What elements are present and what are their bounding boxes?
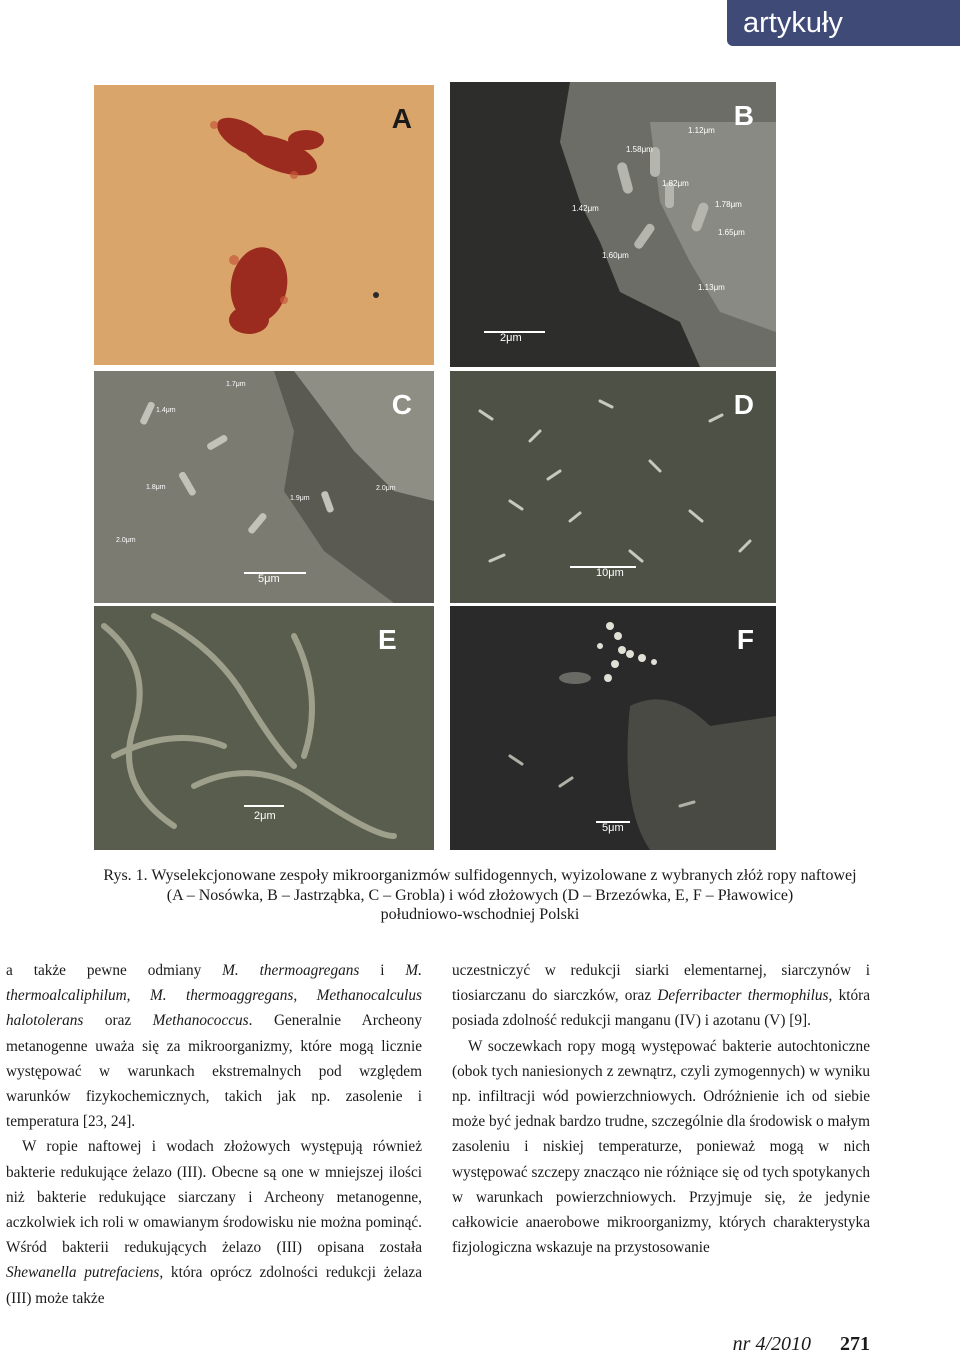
scale-bar-label: 2μm xyxy=(500,332,522,344)
text-run: W ropie naftowej i wodach złożowych występują również bakterie redukujące żelazo (III). Obecne są one w mniejszej ilości niż bakterie redukujące siarczany i Archeony metanogenne, aczkolwiek ich roli w omawianym środowisku nie można pominąć. Wśród bakterii redukujących żelazo (III) opisana została xyxy=(6,1138,422,1257)
text-run: która oprócz zdolności redukcji żelaza (III) może także xyxy=(6,1264,422,1307)
measurement-label: 1.4μm xyxy=(156,407,176,414)
text-run: , która posiada zdolność redukcji manganu (IV) i azotanu (V) [9]. xyxy=(452,987,870,1030)
micrograph-panel-b xyxy=(450,82,776,367)
species-name: Deferribacter thermophilus xyxy=(657,987,829,1005)
panel-letter-b: B xyxy=(733,100,754,131)
species-name: M. thermoalcaliphilum, M. thermoaggregans, Methanocalculus halotolerans xyxy=(6,962,422,1030)
measurement-label: 1.78μm xyxy=(715,200,742,209)
section-tab: artykuły xyxy=(727,0,960,46)
caption-line: Rys. 1. Wyselekcjonowane zespoły mikroorganizmów sulfidogennych, wyizolowane z wybranych złóż ropy naftowej xyxy=(103,867,857,884)
text-run: oraz xyxy=(83,1012,153,1030)
species-name: Shewanella putrefaciens, xyxy=(6,1264,164,1282)
measurement-label: 1.82μm xyxy=(662,179,689,188)
paragraph: W soczewkach ropy mogą występować bakterie autochtoniczne (obok tych naniesionych z zewnątrz, czyli zymogennych) w wyniku np. infiltracji wód powierzchniowych. Odróżnienie ich od siebie może być jednak bardzo trudne, szczególnie dla środowisk o małym zasoleniu i niskiej temperaturze, ponieważ mogą w nich występować szczepy znacząco nie różniące się od tych spotykanych w warunkach powierzchniowych. Przyjmuje się, że jedynie całkowicie anaerobowe mikroorganizmy, których charakterystyka fizjologiczna wskazuje na przystosowanie xyxy=(452,1037,870,1257)
micrograph-f-image xyxy=(450,606,776,850)
paragraph xyxy=(6,958,422,1134)
measurement-label: 1.65μm xyxy=(718,228,745,237)
paragraph xyxy=(6,1134,422,1310)
scale-bar-label: 10μm xyxy=(596,567,624,579)
panel-letter-c: C xyxy=(391,389,412,420)
page-number: 271 xyxy=(840,1333,870,1355)
scale-bar-label: 2μm xyxy=(254,810,276,822)
text-column-right xyxy=(452,958,870,1260)
text-run: a także pewne odmiany xyxy=(6,962,223,979)
measurement-label: 1.12μm xyxy=(688,126,715,135)
species-name: Methanococcus xyxy=(152,1012,249,1030)
text-run: i xyxy=(359,962,406,979)
text-run: . Generalnie Archeony metanogenne uważa się za mikroorganizmy, które mogą licznie występować w warunkach ekstremalnych pod względem warunków fizykochemicznych, takich jak np. zasolenie i temperatura [23, 24]. xyxy=(6,1012,422,1131)
caption-line: (A – Nosówka, B – Jastrząbka, C – Grobla) i wód złożowych (D – Brzezówka, E, F – Pławowice) xyxy=(166,886,794,904)
measurement-label: 1.7μm xyxy=(226,381,246,388)
measurement-label: 1.8μm xyxy=(146,484,166,491)
figure-caption xyxy=(20,866,940,925)
micrograph-panel-e xyxy=(94,606,434,850)
caption-line: południowo-wschodniej Polski xyxy=(380,906,580,923)
scale-bar-label: 5μm xyxy=(258,573,280,585)
measurement-label: 2.0μm xyxy=(376,485,396,492)
measurement-label: 1.58μm xyxy=(626,145,653,154)
micrograph-a-image xyxy=(94,85,434,365)
panel-letter-d: D xyxy=(733,389,754,420)
micrograph-panel-f xyxy=(450,606,776,850)
panel-letter-f: F xyxy=(736,624,754,655)
micrograph-panel-d xyxy=(450,371,776,603)
measurement-label: 1.60μm xyxy=(602,251,629,260)
panel-letter-a: A xyxy=(391,103,412,134)
paragraph xyxy=(452,958,870,1034)
species-name: M. thermoagregans xyxy=(222,962,360,979)
micrograph-b-image xyxy=(450,82,776,367)
measurement-label: 1.9μm xyxy=(290,495,310,502)
page-footer xyxy=(700,1333,870,1356)
measurement-label: 1.13μm xyxy=(698,283,725,292)
scale-bar-label: 5μm xyxy=(602,822,624,834)
issue-number: nr 4/2010 xyxy=(732,1333,811,1355)
text-column-left xyxy=(6,958,422,1311)
micrograph-panel-c xyxy=(94,371,434,603)
measurement-label: 1.42μm xyxy=(572,204,599,213)
micrograph-panel-a xyxy=(94,85,434,365)
text-run: uczestniczyć w redukcji siarki elementarnej, siarczynów i tiosiarczanu do siarczków, oraz xyxy=(452,962,870,1005)
panel-letter-e: E xyxy=(378,624,397,655)
measurement-label: 2.0μm xyxy=(116,537,136,544)
